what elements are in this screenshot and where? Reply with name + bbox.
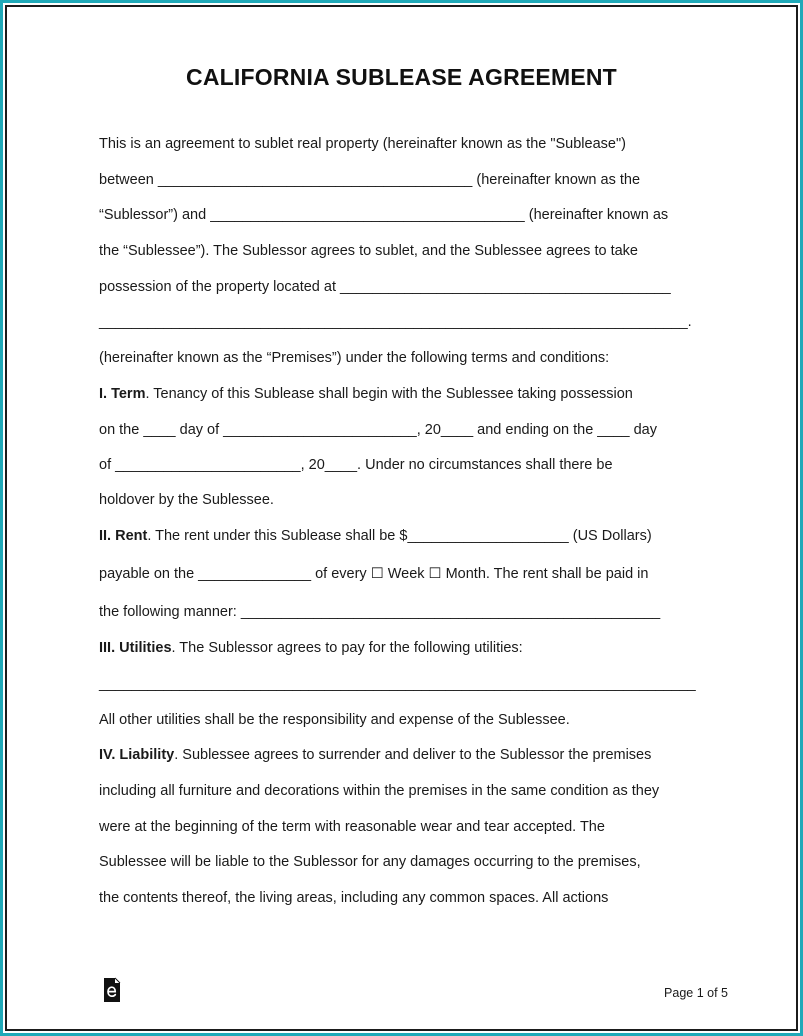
utilities-line-2: __________________________________________________________________________ [99, 676, 696, 692]
utilities-line-3: All other utilities shall be the responsibility and expense of the Sublessee. [99, 712, 570, 728]
utilities-line-1 [99, 639, 523, 657]
intro-line-7: (hereinafter known as the “Premises”) under the following terms and conditions: [99, 350, 610, 366]
page [5, 5, 798, 1031]
term-line-4: holdover by the Sublessee. [99, 492, 274, 508]
liability-line-1 [99, 746, 651, 764]
term-text-1: . Tenancy of this Sublease shall begin with the Sublessee taking possession [145, 386, 633, 402]
term-line-2: on the ____ day of ________________________, 20____ and ending on the ____ day [99, 422, 657, 438]
liability-line-3: were at the beginning of the term with reasonable wear and tear accepted. The [99, 819, 605, 835]
rent-heading: II. Rent [99, 528, 148, 544]
document-e-icon [102, 977, 122, 1003]
term-heading: I. Term [99, 386, 146, 402]
intro-line-1: This is an agreement to sublet real property (hereinafter known as the "Sublease") [99, 136, 626, 152]
intro-line-2: between _______________________________________ (hereinafter known as the [99, 172, 641, 188]
page-number: Page 1 of 5 [664, 986, 728, 1000]
rent-text-1: . The rent under this Sublease shall be $____________________ (US Dollars) [147, 528, 652, 544]
rent-line-3: the following manner: ____________________________________________________ [99, 604, 661, 620]
liability-heading: IV. Liability [99, 747, 175, 763]
term-line-3: of _______________________, 20____. Under no circumstances shall there be [99, 457, 613, 473]
rent-line-2: payable on the ______________ of every ☐ Week ☐ Month. The rent shall be paid in [99, 566, 649, 582]
liability-line-2: including all furniture and decorations within the premises in the same condition as they [99, 783, 660, 799]
intro-line-4: the “Sublessee”). The Sublessor agrees to sublet, and the Sublessee agrees to take [99, 243, 638, 259]
rent-line-1 [99, 527, 652, 545]
intro-line-3: “Sublessor”) and _______________________________________ (hereinafter known as [99, 207, 669, 223]
liability-text-1: . Sublessee agrees to surrender and deliver to the Sublessor the premises [174, 747, 652, 763]
intro-line-5: possession of the property located at _________________________________________ [99, 279, 671, 295]
document-title: CALIFORNIA SUBLEASE AGREEMENT [186, 64, 617, 90]
intro-line-6: _________________________________________________________________________. [99, 314, 692, 330]
liability-line-4: Sublessee will be liable to the Sublessor for any damages occurring to the premises, [99, 854, 641, 870]
liability-line-5: the contents thereof, the living areas, including any common spaces. All actions [99, 890, 609, 906]
utilities-text-1: . The Sublessor agrees to pay for the following utilities: [171, 640, 523, 656]
utilities-heading: III. Utilities [99, 640, 172, 656]
term-line-1 [99, 385, 633, 403]
